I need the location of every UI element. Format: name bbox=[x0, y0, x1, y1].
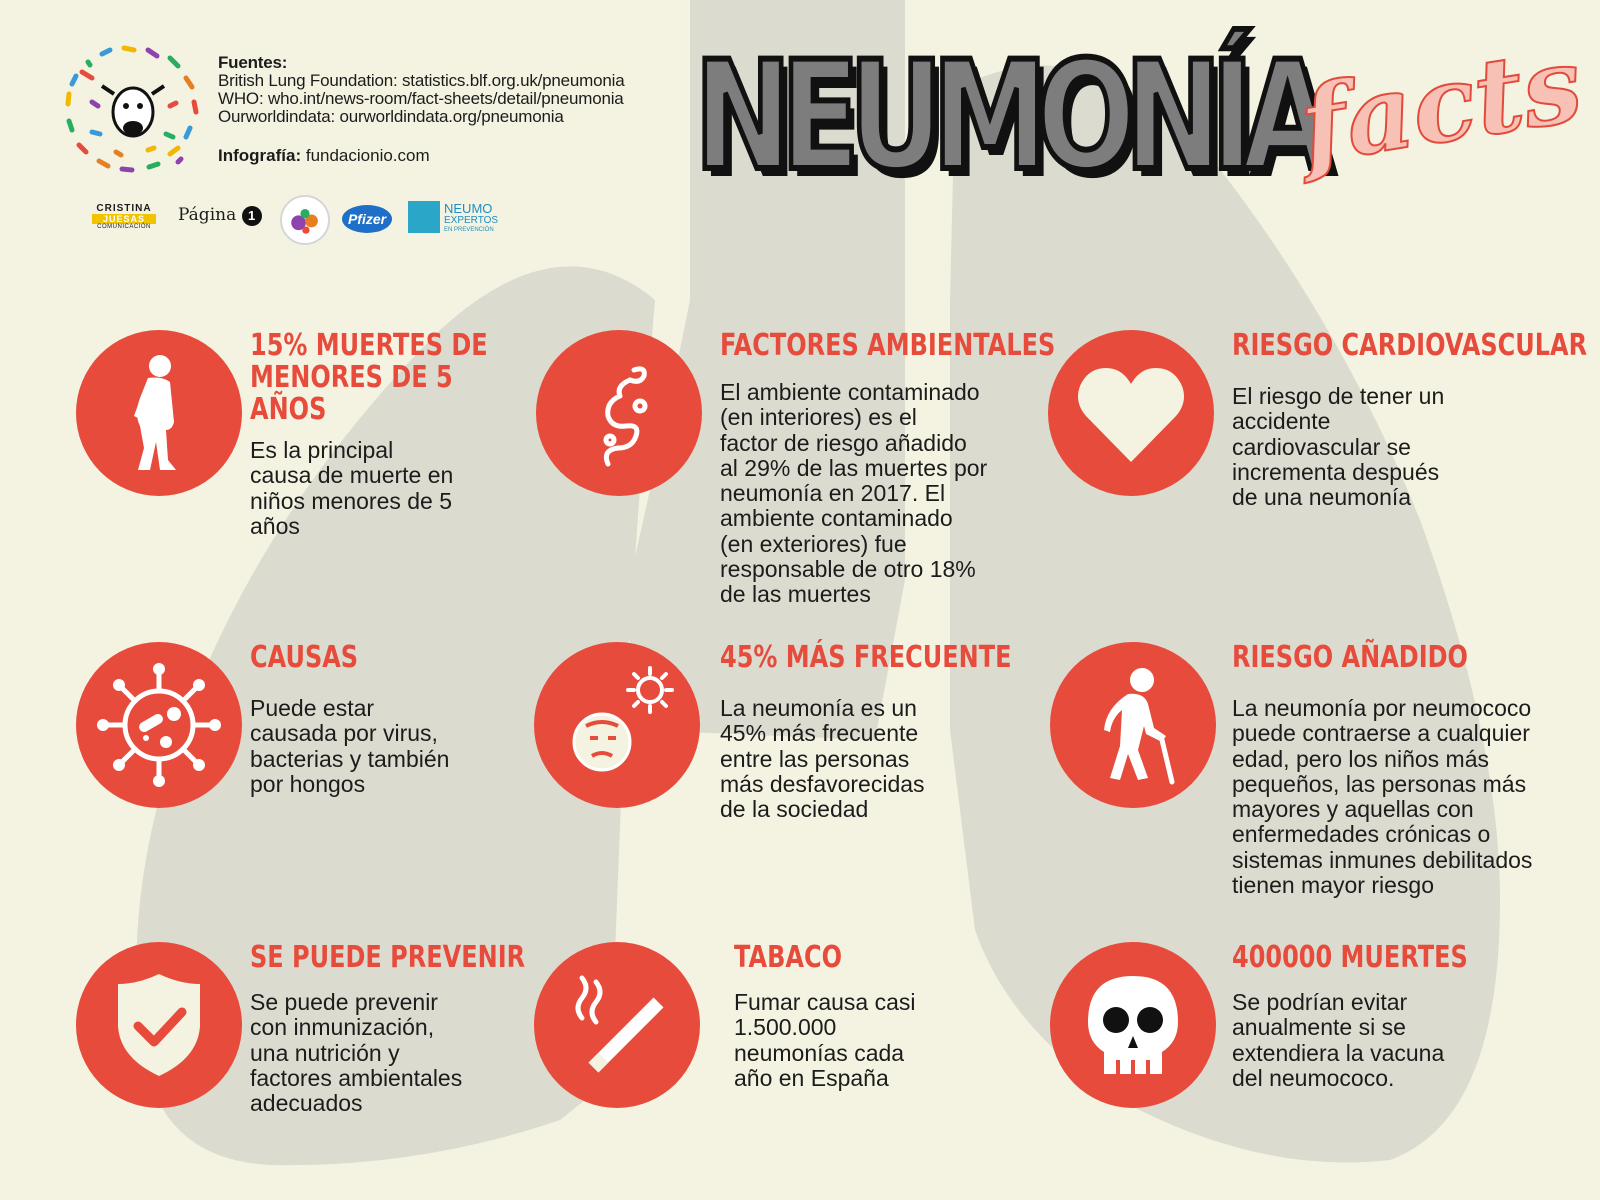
neumo-line1: NEUMO bbox=[444, 201, 493, 216]
fact-icon-circle-3 bbox=[1048, 330, 1214, 496]
fact-icon-circle-9 bbox=[1050, 942, 1216, 1108]
source-blf: British Lung Foundation: statistics.blf.org.uk/pneumonia bbox=[218, 71, 625, 90]
page-title: NEUMONÍA bbox=[694, 30, 1322, 204]
cristina-line1: CRISTINA bbox=[96, 203, 152, 214]
fact-title-9: 400000 MUERTES bbox=[1232, 940, 1468, 975]
neumo-expertos-logo bbox=[408, 201, 508, 235]
source-ourworldindata: Ourworldindata: ourworldindata.org/pneumonia bbox=[218, 107, 564, 126]
fact-title-2: FACTORES AMBIENTALES bbox=[720, 328, 1056, 363]
smoke-swirl-icon bbox=[536, 330, 702, 496]
fact-body-8: Fumar causa casi 1.500.000 neumonías cada año en España bbox=[734, 989, 916, 1091]
fact-title-6: RIESGO AÑADIDO bbox=[1232, 640, 1468, 675]
microbe-badge-icon bbox=[282, 197, 328, 243]
virus-icon bbox=[76, 642, 242, 808]
source-who: WHO: who.int/news-room/fact-sheets/detail/pneumonia bbox=[218, 89, 624, 108]
neumo-line2: EXPERTOS bbox=[444, 215, 499, 226]
sponsor-logos bbox=[92, 193, 512, 251]
sources-title: Fuentes: bbox=[218, 53, 288, 72]
fact-body-2: El ambiente contaminado (en interiores) es el factor de riesgo añadido al 29% de las muertes por neumonía en 2017. El ambiente contaminado (en exteriores) fue responsable de otro 18% de las muertes bbox=[720, 379, 988, 608]
fact-title-8: TABACO bbox=[734, 940, 842, 975]
fundacion-io-logo bbox=[62, 42, 204, 176]
fact-title-1: 15% MUERTES DE MENORES DE 5 AÑOS bbox=[250, 328, 488, 427]
pagina-text: Página bbox=[178, 205, 237, 225]
pfizer-text: Pfizer bbox=[347, 211, 387, 227]
elderly-person-icon bbox=[1050, 642, 1216, 808]
child-icon bbox=[76, 330, 242, 496]
cigarette-icon bbox=[534, 942, 700, 1108]
fact-title-4: CAUSAS bbox=[250, 640, 359, 675]
fact-icon-circle-4 bbox=[76, 642, 242, 808]
fact-body-3: El riesgo de tener un accidente cardiovascular se incrementa después de una neumonía bbox=[1232, 383, 1445, 511]
infografia-value: fundacionio.com bbox=[305, 146, 430, 165]
fact-icon-circle-5 bbox=[534, 642, 700, 808]
fact-title-3: RIESGO CARDIOVASCULAR bbox=[1232, 328, 1588, 363]
fact-icon-circle-7 bbox=[76, 942, 242, 1108]
neumo-line3: EN PREVENCIÓN bbox=[444, 227, 494, 233]
pfizer-logo bbox=[342, 205, 392, 233]
fact-body-7: Se puede prevenir con inmunización, una nutrición y factores ambientales adecuados bbox=[250, 989, 463, 1117]
fact-body-6: La neumonía por neumococo puede contraerse a cualquier edad, pero los niños más pequeños, las personas más mayores y aquellas con enfermedades crónicas o sistemas inmunes debilitados tienen mayor riesgo bbox=[1232, 695, 1533, 899]
sick-face-icon bbox=[534, 642, 700, 808]
pagina-number: 1 bbox=[242, 206, 262, 226]
fact-title-5: 45% MÁS FRECUENTE bbox=[720, 640, 1012, 675]
fact-body-4: Puede estar causada por virus, bacterias y también por hongos bbox=[250, 695, 450, 797]
shield-check-icon bbox=[76, 942, 242, 1108]
fact-icon-circle-6 bbox=[1050, 642, 1216, 808]
fact-body-1: Es la principal causa de muerte en niños menores de 5 años bbox=[250, 437, 454, 539]
infografia-credit bbox=[218, 146, 430, 166]
fact-icon-circle-2 bbox=[536, 330, 702, 496]
fact-body-5: La neumonía es un 45% más frecuente entre las personas más desfavorecidas de la sociedad bbox=[720, 695, 925, 823]
fact-icon-circle-1 bbox=[76, 330, 242, 496]
cristina-line2: JUESAS bbox=[92, 214, 156, 224]
neumo-mark-icon bbox=[408, 201, 440, 233]
microbiology-logo bbox=[280, 195, 330, 245]
infografia-label: Infografía: bbox=[218, 146, 302, 165]
sources-block bbox=[218, 54, 624, 126]
pagina1-logo bbox=[178, 205, 262, 226]
cristina-juesas-logo bbox=[92, 203, 156, 230]
fact-body-9: Se podrían evitar anualmente si se extendiera la vacuna del neumococo. bbox=[1232, 989, 1445, 1091]
skull-icon bbox=[1050, 942, 1216, 1108]
page-title-script: facts bbox=[1292, 21, 1590, 188]
fact-icon-circle-8 bbox=[534, 942, 700, 1108]
cristina-line3: COMUNICACIÓN bbox=[97, 224, 151, 230]
fact-title-7: SE PUEDE PREVENIR bbox=[250, 940, 526, 975]
heart-icon bbox=[1048, 330, 1214, 496]
